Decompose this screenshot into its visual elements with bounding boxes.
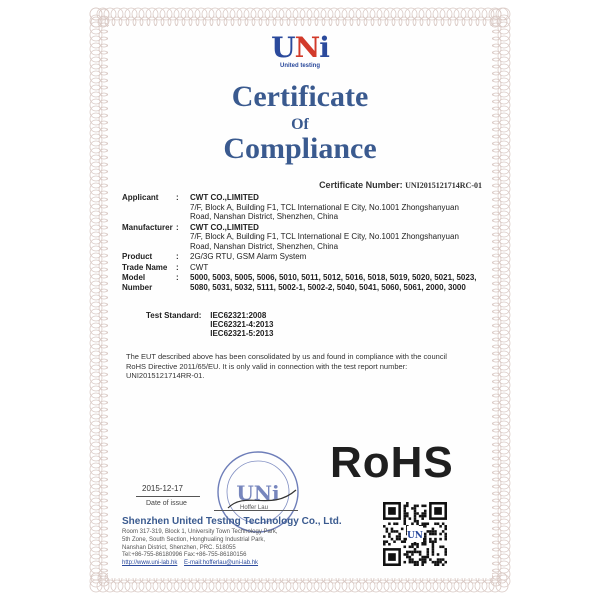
applicant-row: Applicant : CWT CO.,LIMITED 7/F, Block A, Building F1, TCL International E City, No.1001 Zhongshanyuan Road, Nanshan District, Shenzhen, China <box>122 193 482 222</box>
trade-name-row: Trade Name : CWT <box>122 263 482 273</box>
test-standard-item: IEC62321-5:2013 <box>210 329 274 338</box>
certificate-fields <box>122 193 482 293</box>
applicant-value: CWT CO.,LIMITED 7/F, Block A, Building F1, TCL International E City, No.1001 Zhongshanyuan Road, Nanshan District, Shenzhen, China <box>190 193 459 221</box>
date-divider <box>136 496 200 497</box>
compliance-statement: The EUT described above has been consolidated by us and found in compliance with the council RoHS Directive 2011/65/EU. It is only valid in connection with the test report number: UNI2015121714RR-01. <box>126 352 447 380</box>
manufacturer-value: CWT CO.,LIMITED 7/F, Block A, Building F1, TCL International E City, No.1001 Zhongshanyuan Road, Nanshan District, Shenzhen, China <box>190 222 459 251</box>
manufacturer-row: Manufacturer : CWT CO.,LIMITED 7/F, Block A, Building F1, TCL International E City, No.1001 Zhongshanyuan Road, Nanshan District, Shenzhen, China <box>122 223 482 252</box>
product-label: Product <box>122 252 153 261</box>
model-number-value: 5000, 5003, 5005, 5006, 5010, 5011, 5012, 5016, 5018, 5019, 5020, 5021, 5023, 5080, 5031, 5032, 5111, 5002-1, 5002-2, 5040, 5041, 5060, 5061, 2000, 3000 <box>190 273 477 292</box>
email-link[interactable]: E-mail:hofferlau@uni-lab.hk <box>184 560 259 567</box>
model-number-row: Model Number : 5000, 5003, 5005, 5006, 5010, 5011, 5012, 5016, 5018, 5019, 5020, 5021, 5023, 5080, 5031, 5032, 5111, 5002-1, 5002-2, 5040, 5041, 5060, 5061, 2000, 3000 <box>122 273 482 292</box>
qr-code-icon <box>383 502 447 566</box>
issue-date-label: Date of issue <box>146 500 187 507</box>
product-row: Product : 2G/3G RTU, GSM Alarm System <box>122 252 482 262</box>
company-name: Shenzhen United Testing Technology Co., Ltd. <box>122 516 342 527</box>
signer-name: Hoffer Lau <box>240 505 268 511</box>
logo-subtitle: United testing <box>280 63 320 69</box>
certificate-number <box>319 180 482 190</box>
model-number-label: Model Number <box>122 273 153 292</box>
manufacturer-label: Manufacturer <box>122 222 173 232</box>
test-standard-label: Test Standard: <box>146 311 202 320</box>
svg-text:UNi: UNi <box>236 481 280 505</box>
test-standard-item: IEC62321:2008 <box>210 311 267 320</box>
test-standards <box>146 311 273 338</box>
title-certificate: Certificate <box>231 80 369 113</box>
test-standard-list <box>210 311 273 338</box>
product-value: 2G/3G RTU, GSM Alarm System <box>190 252 307 261</box>
trade-name-label: Trade Name <box>122 262 168 272</box>
trade-name-value: CWT <box>190 262 209 272</box>
certificate-number-value: UNI2015121714RC-01 <box>405 181 482 190</box>
website-link[interactable]: http://www.uni-lab.hk <box>122 560 178 567</box>
applicant-label: Applicant <box>122 193 159 202</box>
test-standard-item: IEC62321-4:2013 <box>210 320 274 329</box>
issue-date: 2015-12-17 <box>142 484 183 493</box>
svg-text:UN: UN <box>406 531 424 541</box>
logo-mark: UNi <box>271 31 329 64</box>
title-of: Of <box>291 116 309 133</box>
certificate-number-label: Certificate Number: <box>319 180 403 190</box>
title-compliance: Compliance <box>223 132 377 165</box>
uni-logo <box>270 31 330 74</box>
company-address: Room 317-319, Block 1, University Town Technology Park, 5th Zone, South Section, Honghualing Industrial Park, Nanshan District, Shenzhen, PRC. 518055 Tel:+86-755-86180996 Fax:+86-755-86180156 http://www.uni-lab.hk E-mail:hofferlau@uni-lab.hk <box>122 529 278 567</box>
rohs-mark: RoHS <box>330 438 454 487</box>
